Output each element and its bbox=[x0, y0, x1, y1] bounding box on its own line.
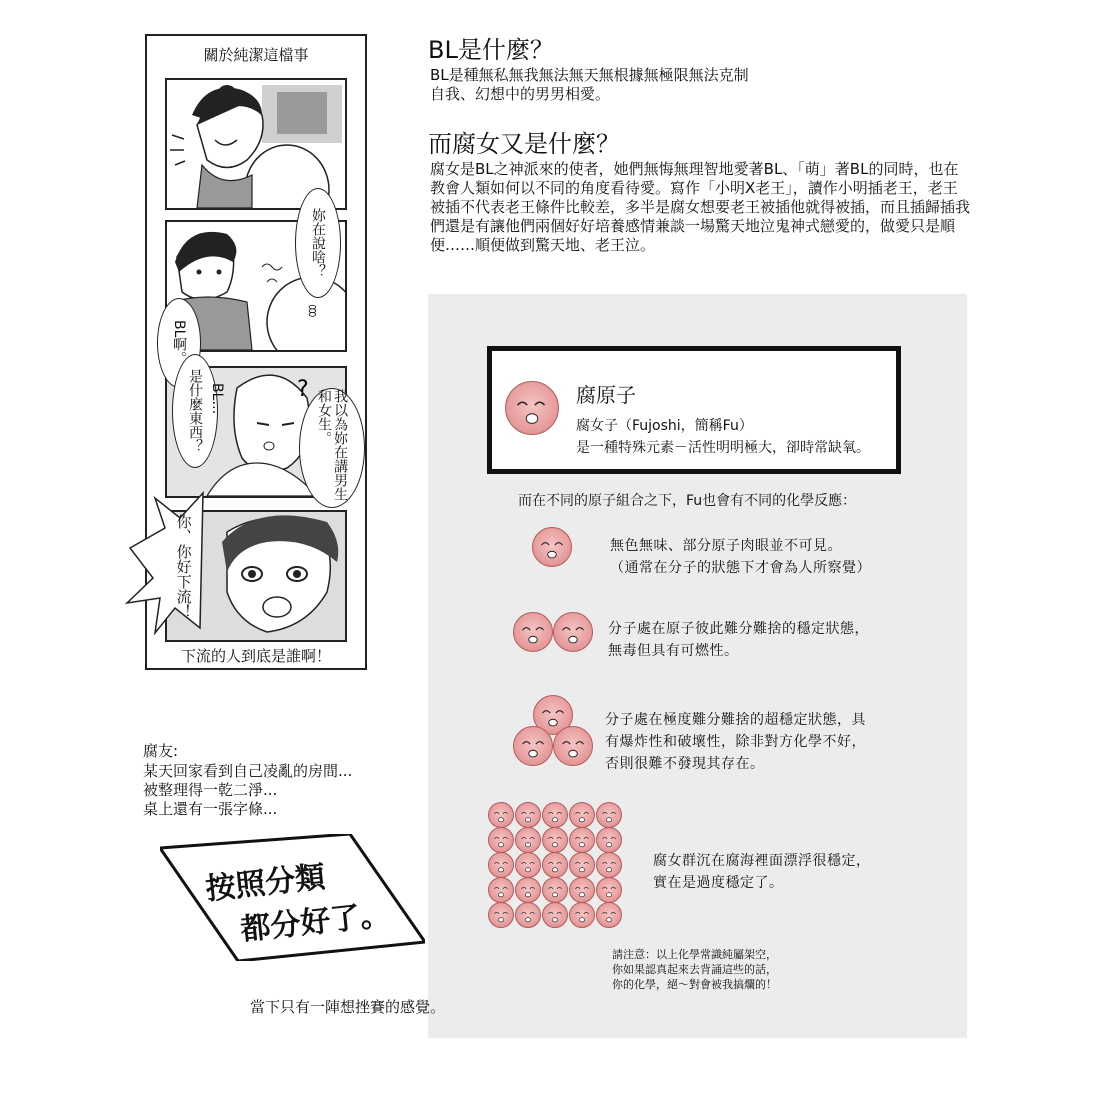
grid-atom-icon bbox=[569, 877, 595, 903]
grid-atom-icon bbox=[515, 877, 541, 903]
speech-bubble-2: BL啊。 bbox=[157, 298, 201, 388]
speech-bubble-3-top: BL… bbox=[209, 383, 226, 415]
grid-atom-icon bbox=[515, 852, 541, 878]
double-atom-icon-b bbox=[553, 612, 593, 652]
grid-atom-icon bbox=[488, 902, 514, 928]
bl-text: BL是種無私無我無法無天無根據無極限無法克制自我、幻想中的男男相愛。 bbox=[430, 66, 749, 103]
atom-icon bbox=[505, 381, 559, 435]
grid-atom-icon bbox=[488, 802, 514, 828]
atom-line-2: 是一種特殊元素－活性明明極大，卻時常缺氧。 bbox=[576, 440, 870, 456]
grid-atom-icon bbox=[515, 802, 541, 828]
friend-line-2: 某天回家看到自己凌亂的房間... bbox=[143, 762, 353, 780]
reaction-3-line-1: 分子處在極度難分難捨的超穩定狀態，具 bbox=[605, 712, 866, 728]
comic-strip bbox=[145, 34, 367, 670]
reaction-2-line-2: 無毒但具有可燃性。 bbox=[608, 643, 739, 659]
reaction-2-line-1: 分子處在原子彼此難分難捨的穩定狀態， bbox=[608, 621, 869, 637]
double-atom-icon-a bbox=[513, 612, 553, 652]
speech-bubble-4: 我以為妳在講男生和女生。 bbox=[299, 388, 365, 508]
grid-atom-icon bbox=[569, 902, 595, 928]
comic-caption: 下流的人到底是誰啊！ bbox=[180, 647, 331, 665]
grid-atom-icon bbox=[596, 827, 622, 853]
single-atom-icon bbox=[532, 527, 572, 567]
grid-atom-icon bbox=[542, 802, 568, 828]
speech-bubble-1: 妳在說啥？ bbox=[295, 188, 341, 298]
grid-atom-icon bbox=[596, 802, 622, 828]
reaction-3-line-3: 否則很難不發現其存在。 bbox=[605, 756, 765, 772]
fujoshi-text: 腐女是BL之神派來的使者，她們無悔無理智地愛著BL、「萌」著BL的同時，也在教會人類如何以不同的角度看待愛。寫作「小明X老王」，讀作小明插老王，老王被插不代表老王條件比較差，多半是腐女想要老王被插他就得被插，而且插歸插我們還是有讓他們兩個好好培養感情兼談一場驚天地泣鬼神式戀愛的，做愛只是順便……順便做到驚天地、老王泣。 bbox=[430, 160, 971, 254]
bl-heading: BL是什麼？ bbox=[428, 36, 554, 64]
speech-bubble-5: 你、你好下流！ bbox=[174, 513, 193, 619]
grid-atom-icon bbox=[488, 877, 514, 903]
grid-atom-icon bbox=[515, 827, 541, 853]
grid-atom-icon bbox=[596, 902, 622, 928]
grid-atom-icon bbox=[488, 827, 514, 853]
grid-atom-icon bbox=[542, 877, 568, 903]
triple-atom-icon-right bbox=[553, 726, 593, 766]
grid-atom-icon bbox=[488, 852, 514, 878]
grid-atom-icon bbox=[542, 902, 568, 928]
grid-atom-icon bbox=[569, 827, 595, 853]
svg-text:ꊞ: ꊞ bbox=[307, 305, 318, 321]
grid-atom-icon bbox=[542, 852, 568, 878]
disclaimer-line-1: 請注意：以上化學常識純屬架空， bbox=[612, 948, 777, 961]
reaction-1-line-1: 無色無味、部分原子肉眼並不可見。 bbox=[610, 538, 842, 554]
grid-atom-icon bbox=[569, 852, 595, 878]
grid-atom-icon bbox=[596, 877, 622, 903]
atom-name: 腐原子 bbox=[576, 383, 636, 407]
friend-line-1: 腐友: bbox=[143, 742, 179, 760]
note-line-1: 按照分類 bbox=[203, 859, 327, 908]
friend-line-3: 被整理得一乾二淨... bbox=[143, 781, 278, 799]
reaction-3-line-2: 有爆炸性和破壞性，除非對方化學不好， bbox=[605, 734, 866, 750]
atom-line-1: 腐女子（Fujoshi，簡稱Fu） bbox=[576, 418, 753, 434]
disclaimer-line-3: 你的化學，絕～對會被我搞爛的！ bbox=[612, 978, 777, 991]
reaction-4-line-1: 腐女群沉在腐海裡面漂浮很穩定， bbox=[653, 853, 871, 869]
speech-bubble-3: 是什麼東西？ bbox=[172, 354, 218, 468]
ending-line: 當下只有一陣想挫賽的感覺。 bbox=[250, 998, 446, 1016]
svg-text:?: ? bbox=[297, 377, 309, 402]
atom-grid-icon bbox=[488, 802, 624, 929]
grid-atom-icon bbox=[596, 852, 622, 878]
intro-line: 而在不同的原子組合之下，Fu也會有不同的化學反應： bbox=[518, 493, 857, 509]
grid-atom-icon bbox=[569, 802, 595, 828]
fu-atom-box bbox=[487, 346, 901, 474]
disclaimer-line-2: 你如果認真起來去背誦這些的話， bbox=[612, 963, 777, 976]
grid-atom-icon bbox=[542, 827, 568, 853]
grid-atom-icon bbox=[515, 902, 541, 928]
friend-line-4: 桌上還有一張字條... bbox=[143, 800, 278, 818]
note-line-2: 都分好了。 bbox=[238, 897, 392, 948]
triple-atom-icon-left bbox=[513, 726, 553, 766]
reaction-1-line-2: （通常在分子的狀態下才會為人所察覺） bbox=[610, 560, 871, 576]
comic-title: 關於純潔這檔事 bbox=[203, 46, 309, 64]
reaction-4-line-2: 實在是過度穩定了。 bbox=[653, 875, 784, 891]
fujoshi-heading: 而腐女又是什麼？ bbox=[428, 130, 620, 158]
